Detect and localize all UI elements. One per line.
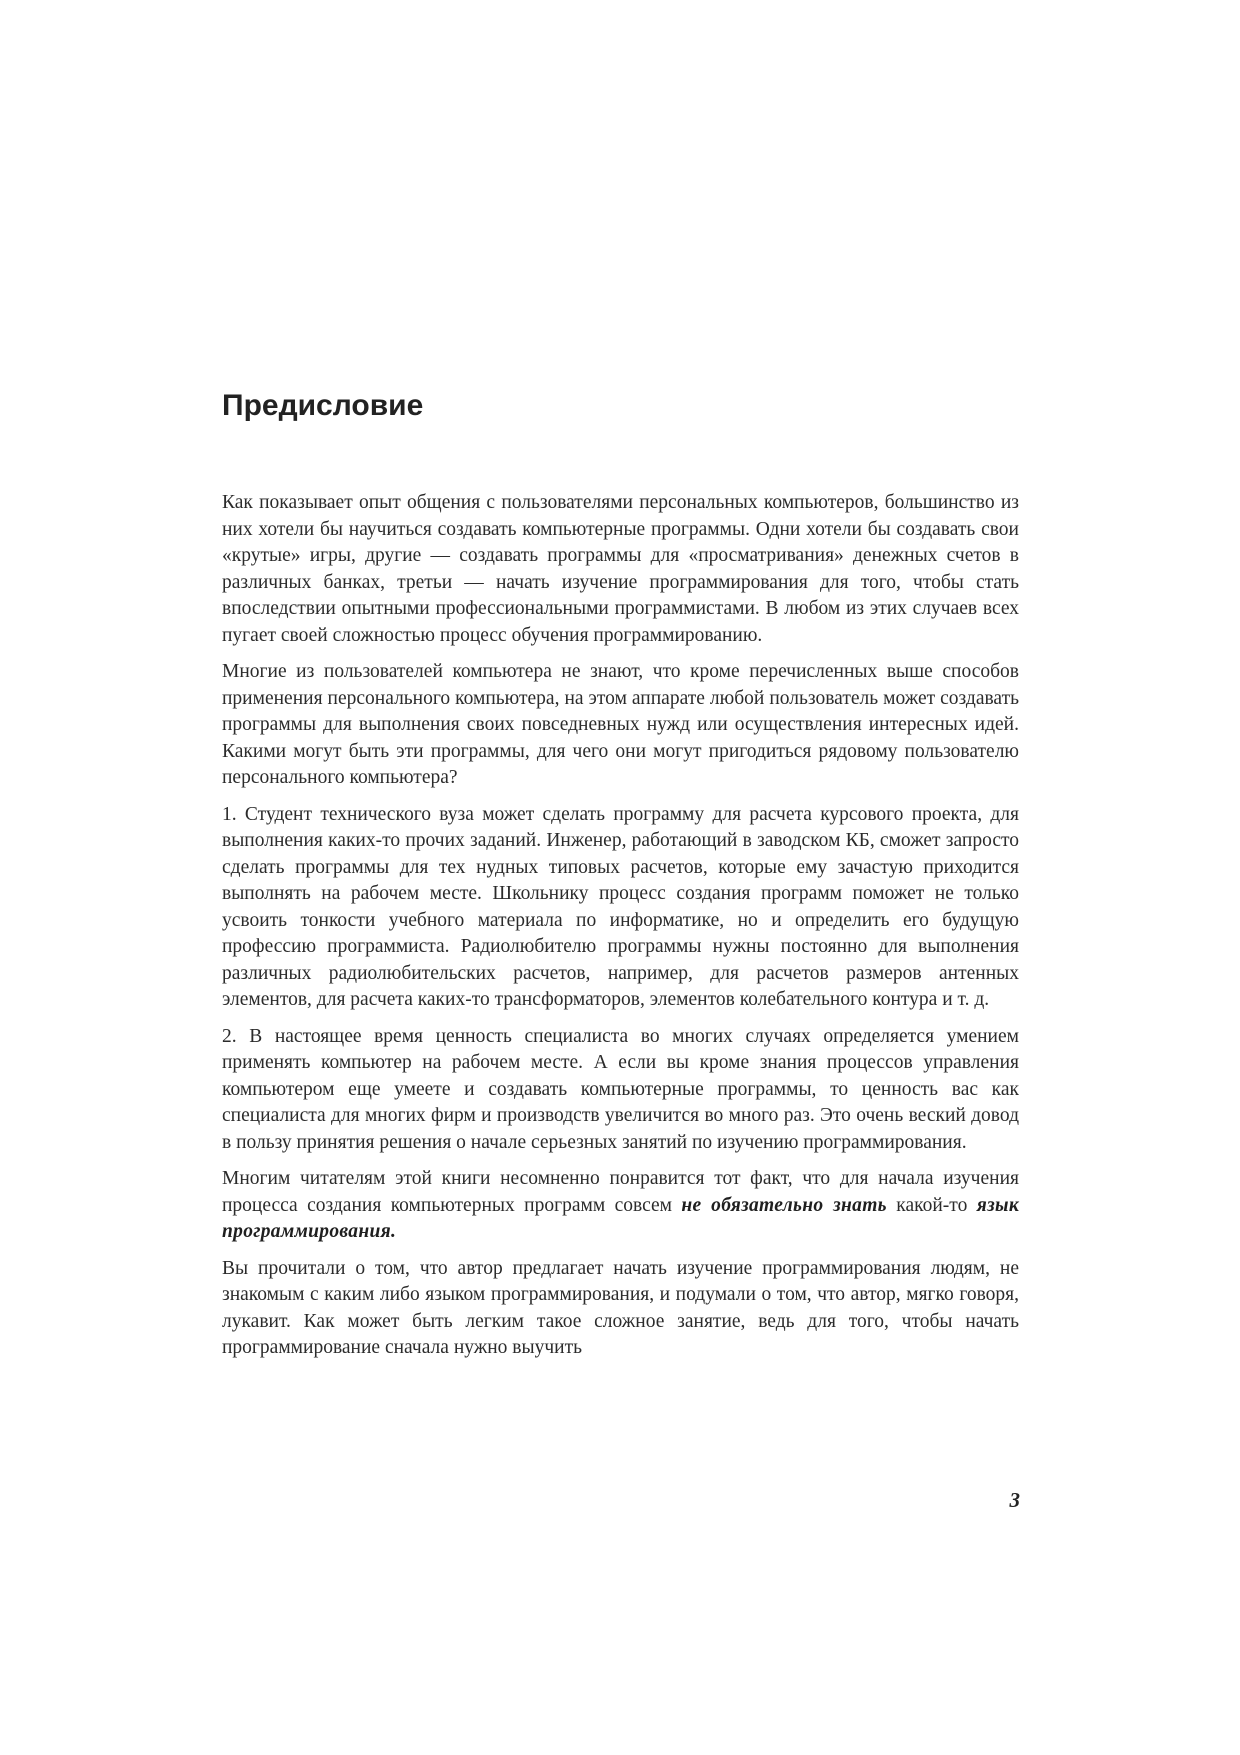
paragraph-6: Вы прочитали о том, что автор предлагает начать изучение программирования людям, не знакомым с каким либо языком программирования, и подумали о том, что автор, мягко говоря, лукавит. Как может быть легким такое сложное занятие, ведь для того, чтобы начать программирование сначала нужно выучить bbox=[222, 1257, 1019, 1358]
paragraph-2: Многие из пользователей компьютера не знают, что кроме перечисленных выше способов применения персонального компьютера, на этом аппарате любой пользователь может создавать программы для выполнения своих повседневных нужд или осуществления интересных идей. Какими могут быть эти программы, для чего они могут пригодиться рядовому пользователю персонального компьютера? bbox=[222, 661, 1019, 788]
paragraph-1: Как показывает опыт общения с пользователями персональных компьютеров, большинство из них хотели бы научиться создавать компьютерные программы. Одни хотели бы создавать свои «крутые» игры, другие — создавать программы для «просматривания» денежных счетов в различных банках, третьи — начать изучение программирования для того, чтобы стать впоследствии опытными профессиональными программистами. В любом из этих случаев всех пугает своей сложностью процесс обучения программированию. bbox=[222, 492, 1019, 646]
emphasis-not-necessary: не обязательно знать bbox=[681, 1194, 887, 1216]
paragraph-3: 1. Студент технического вуза может сделать программу для расчета курсового проекта, для выполнения каких-то прочих заданий. Инженер, работающий в заводском КБ, сможет запросто сделать программы для тех нудных типовых расчетов, которые ему зачастую приходится выполнять на рабочем месте. Школьнику процесс создания программ поможет не только усвоить тонкости учебного материала по информатике, но и определить его будущую профессию программиста. Радиолюбителю программы нужны постоянно для выполнения различных радиолюбительских расчетов, например, для расчетов размеров антенных элементов, для расчета каких-то трансформаторов, элементов колебательного контура и т. д. bbox=[222, 803, 1019, 1010]
page-title: Предисловие bbox=[222, 389, 424, 422]
paragraph-5-period: . bbox=[390, 1221, 397, 1242]
paragraph-5-text-1: Многим читателям этой книги несомненно понравится тот факт, что для начала изучения процесса создания компьютерных программ совсем bbox=[222, 1168, 1019, 1216]
paragraph-5 bbox=[222, 1166, 1019, 1246]
body-text bbox=[222, 490, 1019, 1362]
paragraph-4: 2. В настоящее время ценность специалиста во многих случаях определяется умением применять компьютер на рабочем месте. А если вы кроме знания процессов управления компьютером еще умеете и создавать компьютерные программы, то ценность вас как специалиста для многих фирм и производств увеличится во много раз. Это очень веский довод в пользу принятия решения о начале серьезных занятий по изучению программирования. bbox=[222, 1025, 1019, 1153]
page-number: 3 bbox=[1009, 1488, 1020, 1512]
paragraph-5-text-2: какой-то bbox=[886, 1194, 977, 1216]
emphasis-programming-language: язык программирования bbox=[222, 1194, 1020, 1242]
